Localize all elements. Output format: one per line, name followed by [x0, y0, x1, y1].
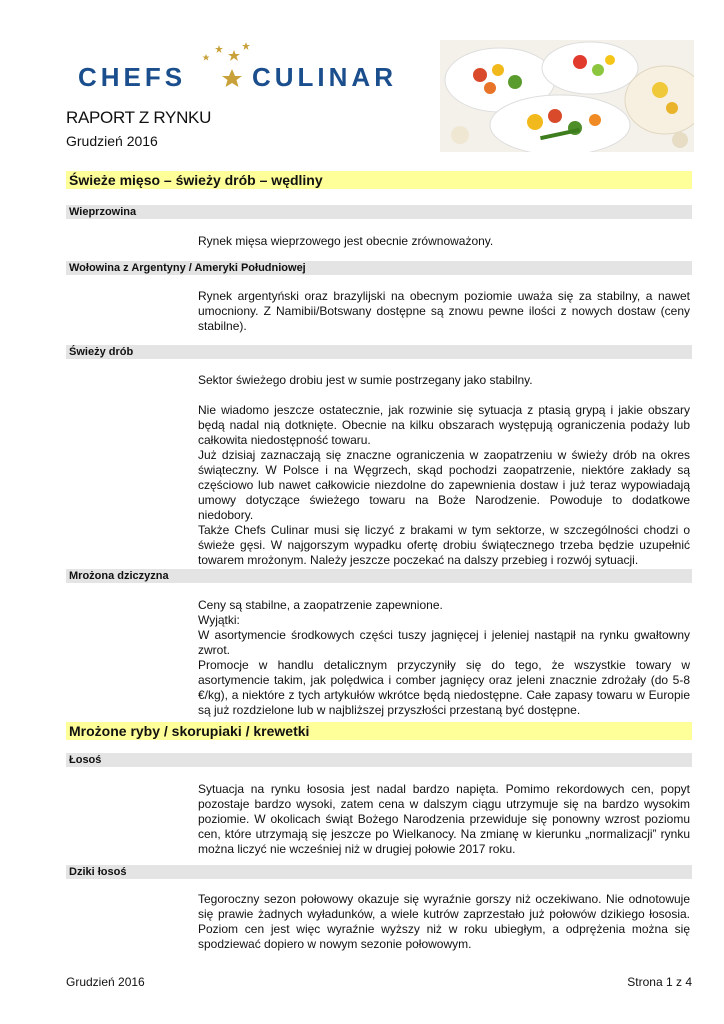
- paragraph: Także Chefs Culinar musi się liczyć z brakami w tym sektorze, w szczególności chodzi o świeże gęsi. W najgorszym wypadku ofertę drobiu świątecznego trzeba będzie uzupełnić towarem mrożonym. Należy jeszcze poczekać na dalszy przebieg i rozwój sytuacji.: [198, 523, 690, 567]
- subsection-body-game: [198, 598, 690, 718]
- paragraph: Nie wiadomo jeszcze ostatecznie, jak rozwinie się sytuacja z ptasią grypą i jakie obszary będą nadal nią dotknięte. Obecnie na kilku obszarach występują ograniczenia podaży lub całkowita niedostępność towaru.: [198, 403, 690, 447]
- paragraph: Promocje w handlu detalicznym przyczyniły się do tego, że wszystkie towary w asortymencie takim, jak polędwica i comber jagnięcy oraz jeleni znacznie zdrożały (do 5-8 €/kg), a niektóre z tych artykułów wkrótce będą niedostępne. Całe zapasy towaru w Europie są już rozdzielone lub w najbliższej przyszłości przestaną być dostępne.: [198, 658, 690, 717]
- paragraph: W asortymencie środkowych części tuszy jagnięcej i jeleniej nastąpił na rynku gwałtowny zwrot.: [198, 628, 690, 657]
- subsection-heading-salmon: Łosoś: [66, 753, 692, 767]
- brand-left-text: CHEFS: [78, 62, 187, 92]
- paragraph: Rynek argentyński oraz brazylijski na obecnym poziomie uważa się za stabilny, a nawet umocniony. Z Namibii/Botswany dostępne są znowu pewne ilości z nowych dostaw (ceny stabilne).: [198, 289, 690, 333]
- subsection-heading-beef: Wołowina z Argentyny / Ameryki Południowej: [66, 261, 692, 275]
- subsection-heading-pork: Wieprzowina: [66, 205, 692, 219]
- footer-date: Grudzień 2016: [66, 975, 145, 989]
- section-heading-meat: Świeże mięso – świeży drób – wędliny: [66, 171, 692, 189]
- paragraph: Tegoroczny sezon połowowy okazuje się wyraźnie gorszy niż oczekiwano. Nie odnotowuje się prawie żadnych wyładunków, a wiele kutrów zaprzestało już połowów dzikiego łososia. Poziom cen jest więc wyraźnie wyższy niż w roku ubiegłym, a odprężenia można się spodziewać dopiero w nowym sezonie połowowym.: [198, 892, 690, 951]
- subsection-heading-game: Mrożona dziczyzna: [66, 569, 692, 583]
- subsection-body-wild-salmon: [198, 892, 690, 952]
- footer-page-number: Strona 1 z 4: [627, 975, 692, 989]
- food-photo: [440, 40, 694, 152]
- section-heading-fish: Mrożone ryby / skorupiaki / krewetki: [66, 722, 692, 740]
- paragraph: Rynek mięsa wieprzowego jest obecnie zrównoważony.: [198, 234, 494, 248]
- paragraph: Sektor świeżego drobiu jest w sumie postrzegany jako stabilny.: [198, 373, 533, 387]
- paragraph: Wyjątki:: [198, 613, 240, 627]
- subsection-body-beef: [198, 289, 690, 334]
- paragraph: Sytuacja na rynku łososia jest nadal bardzo napięta. Pomimo rekordowych cen, popyt pozostaje bardzo wysoki, zatem cena w dalszym ciągu utrzymuje się na bardzo wysokim poziomie. W okolicach świąt Bożego Narodzenia przewiduje się ponowny wzrost poziomu cen, które utrzymają się jeszcze po Wielkanocy. Na zmianę w kierunku „normalizacji” rynku można liczyć nie wcześniej niż w drugiej połowie 2017 roku.: [198, 782, 690, 856]
- subsection-heading-wild-salmon: Dziki łosoś: [66, 865, 692, 879]
- report-title: RAPORT Z RYNKU: [66, 108, 212, 127]
- subsection-heading-poultry: Świeży drób: [66, 345, 692, 359]
- subsection-body-poultry: [198, 373, 690, 568]
- paragraph: Ceny są stabilne, a zaopatrzenie zapewnione.: [198, 598, 443, 612]
- report-date: Grudzień 2016: [66, 133, 158, 149]
- subsection-body-salmon: [198, 782, 690, 857]
- chefs-culinar-logo: [66, 38, 436, 98]
- paragraph: Już dzisiaj zaznaczają się znaczne ograniczenia w zaopatrzeniu w świeży drób na okres świąteczny. W Polsce i na Węgrzech, skąd pochodzi zaopatrzenie, niektóre zakłady są częściowo lub nawet całkowicie niezdolne do zapewnienia dostaw i już teraz wypowiadają umowy dotyczące świeżego towaru na Boże Narodzenie. Powoduje to dodatkowe niedobory.: [198, 448, 690, 522]
- brand-right-text: CULINAR: [252, 62, 397, 92]
- subsection-body-pork: [198, 234, 690, 249]
